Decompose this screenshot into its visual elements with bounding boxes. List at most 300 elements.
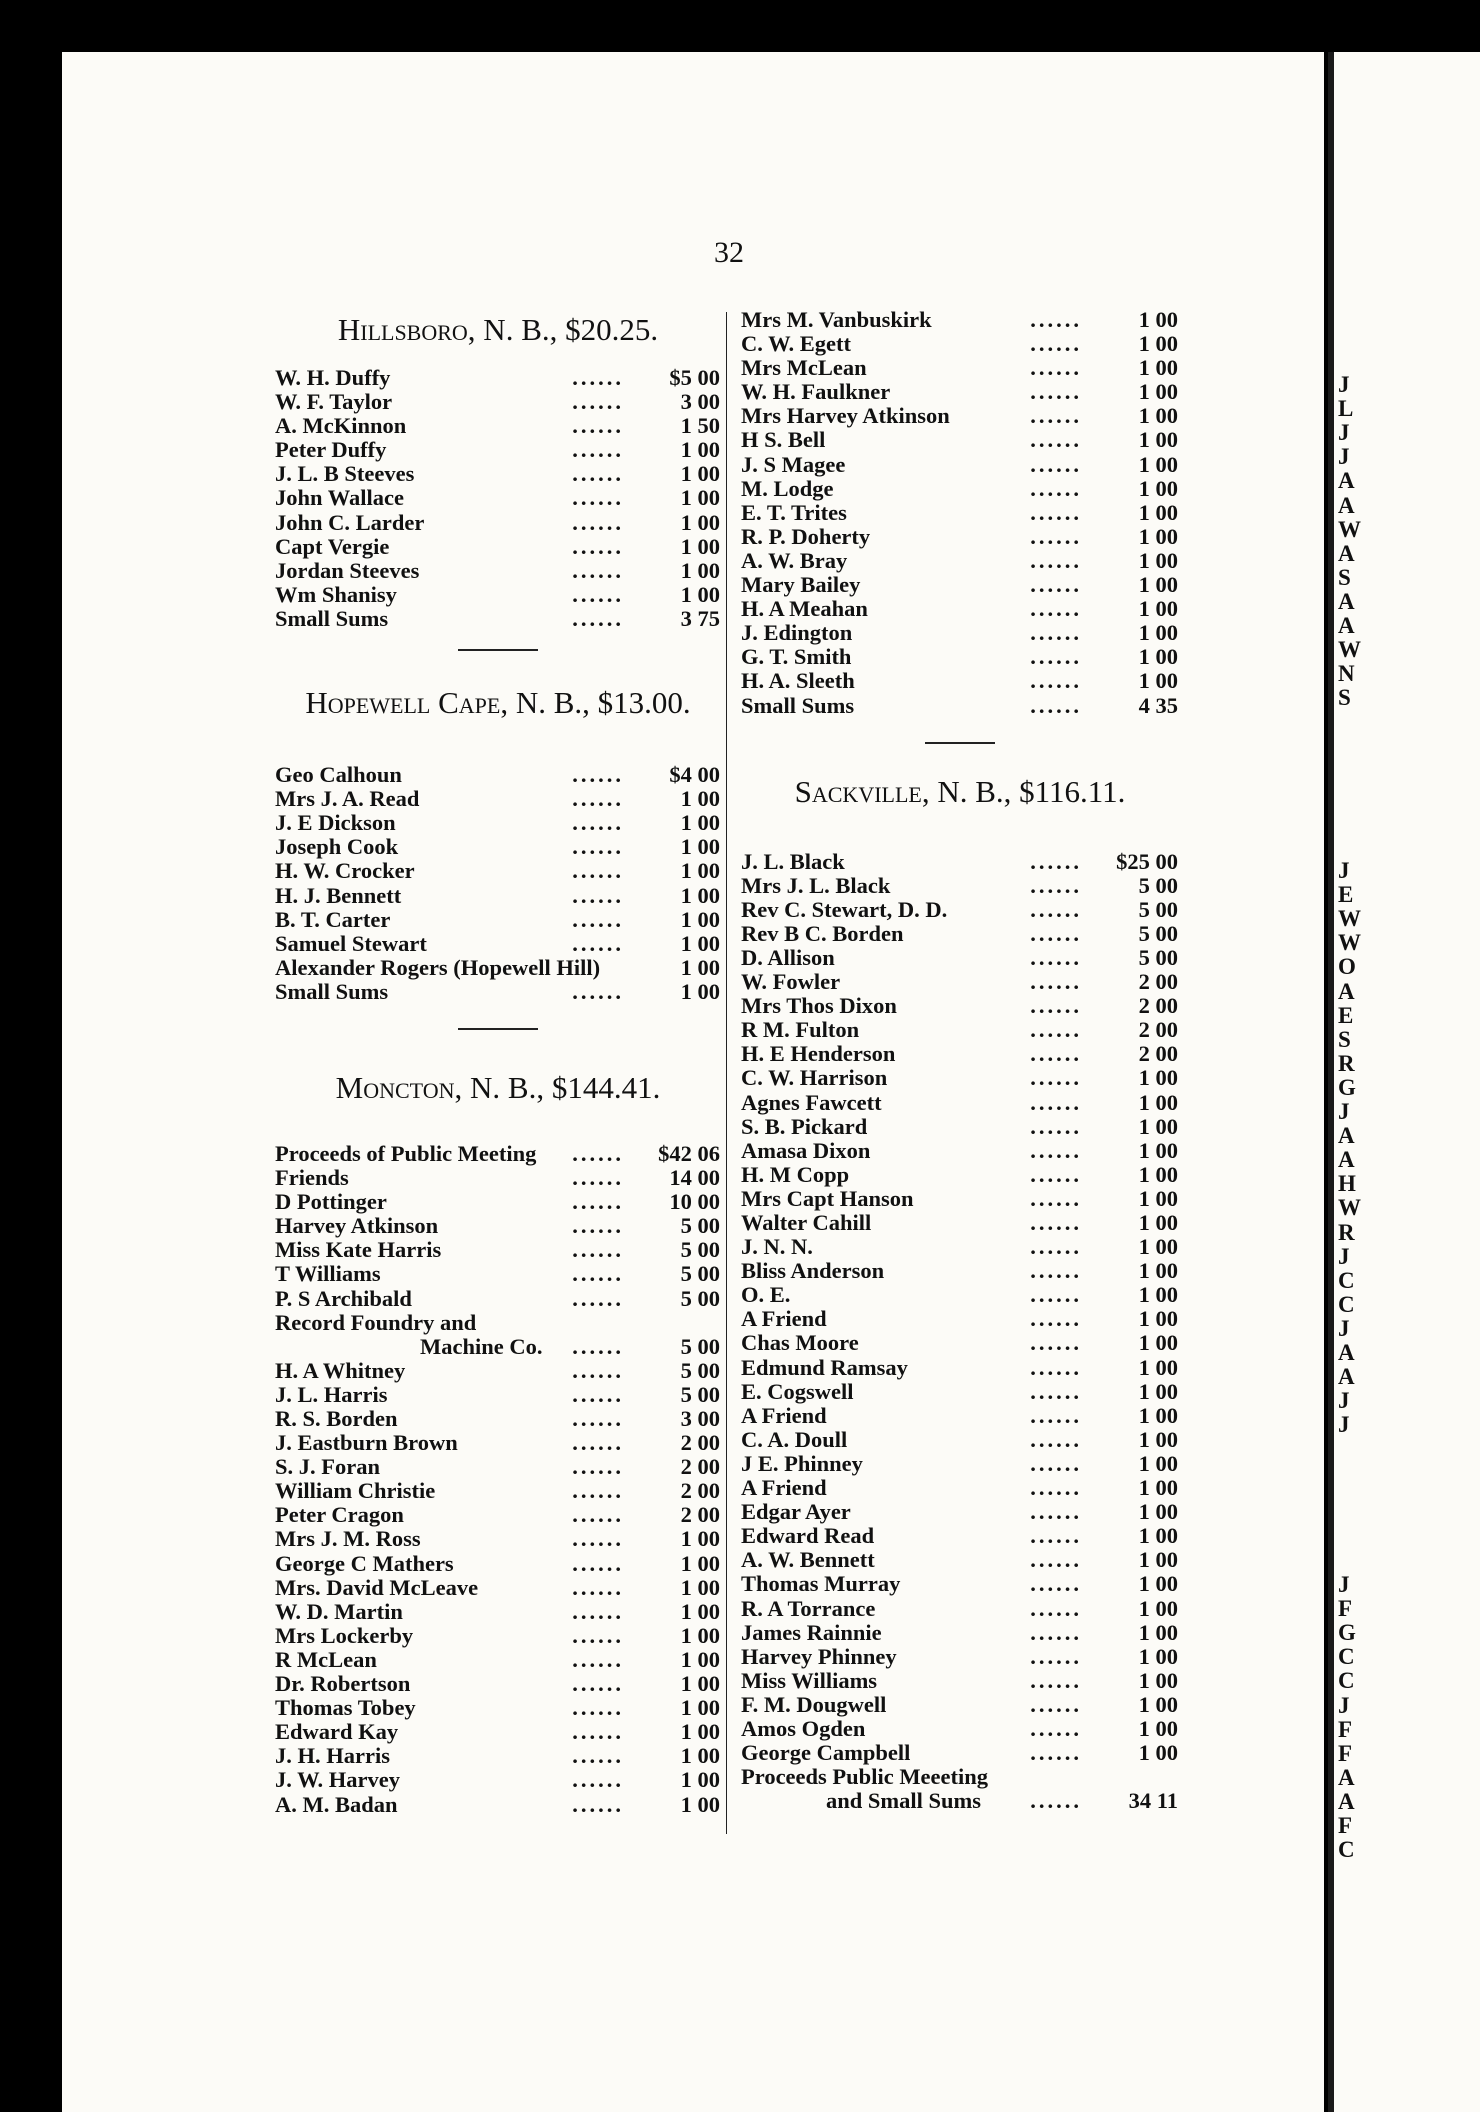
- continued-list: [736, 308, 1184, 718]
- entry-name: A. W. Bray: [741, 547, 848, 573]
- entry-name: Mrs M. Vanbuskirk: [741, 307, 932, 332]
- edge-letter: A: [1338, 1147, 1355, 1173]
- leader-dots: ......: [1030, 1740, 1082, 1766]
- list-item: [736, 1645, 1184, 1669]
- entry-amount: 4 35: [1138, 692, 1178, 718]
- leader-dots: ......: [572, 485, 624, 511]
- entry-amount: 2 00: [1138, 969, 1178, 995]
- entry-amount: 1 00: [1138, 1426, 1178, 1452]
- leader-dots: ......: [1030, 1306, 1082, 1332]
- entry-amount: 1 00: [1138, 523, 1178, 549]
- list-item: [270, 1383, 726, 1407]
- entry-name: George Campbell: [741, 1740, 911, 1766]
- entry-amount: 1 00: [680, 1671, 720, 1697]
- entry-amount: 5 00: [680, 1237, 720, 1263]
- entry-name: A Friend: [741, 1402, 827, 1428]
- entry-name: H. A Whitney: [275, 1357, 406, 1383]
- entry-name: J. H. Harris: [275, 1743, 390, 1769]
- entry-name: Edmund Ramsay: [741, 1354, 908, 1380]
- list-item: [736, 380, 1184, 404]
- leader-dots: ......: [572, 1622, 624, 1648]
- entry-name: Miss Williams: [741, 1667, 878, 1693]
- list-item: [736, 1693, 1184, 1717]
- leader-dots: ......: [1030, 1017, 1082, 1043]
- entry-amount: 1 00: [1138, 403, 1178, 429]
- list-item: [736, 1283, 1184, 1307]
- leader-dots: ......: [1030, 1354, 1082, 1380]
- leader-dots: ......: [572, 930, 624, 956]
- leader-dots: ......: [1030, 1426, 1082, 1452]
- leader-dots: ......: [572, 1165, 624, 1191]
- entry-amount: 5 00: [680, 1333, 720, 1359]
- entry-name: E. Cogswell: [741, 1378, 854, 1404]
- edge-letter: W: [1338, 516, 1361, 542]
- hillsboro-list: [270, 366, 726, 631]
- entry-amount: 1 00: [1138, 427, 1178, 453]
- list-item: [736, 994, 1184, 1018]
- entry-name: J. L. B Steeves: [275, 461, 415, 487]
- entry-name: Proceeds of Public Meeting: [275, 1140, 537, 1166]
- list-item: [736, 850, 1184, 874]
- entry-amount: 5 00: [680, 1213, 720, 1239]
- list-item: [736, 1717, 1184, 1741]
- entry-amount: 1 00: [680, 1550, 720, 1576]
- entry-amount: 5 00: [1138, 920, 1178, 946]
- leader-dots: ......: [572, 1646, 624, 1672]
- entry-amount: 2 00: [1138, 993, 1178, 1019]
- entry-name: R. S. Borden: [275, 1406, 398, 1431]
- list-item: [270, 1262, 726, 1286]
- entry-name: Thomas Tobey: [275, 1695, 416, 1721]
- leader-dots: ......: [1030, 848, 1082, 874]
- entry-amount: 1 00: [1138, 547, 1178, 573]
- entry-name: and Small Sums: [826, 1788, 982, 1814]
- edge-letter: W: [1338, 1195, 1361, 1221]
- leader-dots: ......: [572, 1140, 624, 1166]
- entry-amount: 1 00: [1138, 572, 1178, 598]
- leader-dots: ......: [1030, 1402, 1082, 1428]
- entry-amount: 3 75: [680, 605, 720, 631]
- entry-amount: 34 11: [1128, 1788, 1178, 1814]
- entry-amount: 1 00: [680, 906, 720, 932]
- entry-amount: 1 00: [1138, 644, 1178, 670]
- entry-name: H S. Bell: [741, 427, 826, 453]
- right-column: [736, 308, 1184, 1813]
- entry-amount: 1 00: [680, 1526, 720, 1552]
- leader-dots: ......: [1030, 969, 1082, 995]
- list-item: [736, 898, 1184, 922]
- entry-name: Miss Kate Harris: [275, 1237, 442, 1263]
- list-item: [736, 1765, 1184, 1789]
- entry-amount: 1 00: [1138, 331, 1178, 357]
- entry-name: H. E Henderson: [741, 1041, 896, 1067]
- leader-dots: ......: [1030, 1499, 1082, 1525]
- entry-amount: 1 00: [680, 1574, 720, 1600]
- list-item: [270, 366, 726, 390]
- entry-amount: 1 00: [680, 930, 720, 956]
- edge-letter: S: [1338, 685, 1351, 711]
- list-item: [270, 835, 726, 859]
- entry-amount: 2 00: [1138, 1041, 1178, 1067]
- leader-dots: ......: [1030, 427, 1082, 453]
- entry-name: W. Fowler: [741, 969, 841, 995]
- leader-dots: ......: [572, 1550, 624, 1576]
- edge-letter: W: [1338, 637, 1361, 663]
- leader-dots: ......: [572, 786, 624, 812]
- leader-dots: ......: [1030, 1547, 1082, 1573]
- hopewell-cape-list: [270, 763, 726, 1004]
- entry-amount: 2 00: [680, 1478, 720, 1504]
- leader-dots: ......: [1030, 692, 1082, 718]
- leader-dots: ......: [572, 1454, 624, 1480]
- entry-name: John Wallace: [275, 485, 404, 511]
- entry-name: Small Sums: [275, 605, 389, 631]
- entry-amount: 1 00: [680, 533, 720, 559]
- entry-name: Record Foundry and: [275, 1309, 477, 1335]
- edge-letter: E: [1338, 1002, 1354, 1028]
- list-item: [736, 404, 1184, 428]
- entry-name: Rev B C. Borden: [741, 920, 904, 946]
- entry-amount: 14 00: [669, 1165, 720, 1191]
- entry-name: R McLean: [275, 1646, 377, 1672]
- list-item: [736, 1404, 1184, 1428]
- edge-letter: A: [1338, 1340, 1355, 1365]
- leader-dots: ......: [572, 834, 624, 860]
- edge-letter: C: [1338, 1291, 1355, 1317]
- list-item: [736, 1476, 1184, 1500]
- list-item: [270, 1166, 726, 1190]
- edge-letter: C: [1338, 1837, 1355, 1863]
- entry-name: Mrs Harvey Atkinson: [741, 403, 950, 429]
- edge-letter: F: [1338, 1813, 1353, 1838]
- entry-name: A. M. Badan: [275, 1791, 398, 1817]
- leader-dots: ......: [572, 858, 624, 884]
- list-item: [270, 859, 726, 883]
- list-item: [736, 356, 1184, 380]
- leader-dots: ......: [572, 1502, 624, 1528]
- entry-amount: 2 00: [680, 1430, 720, 1456]
- leader-dots: ......: [1030, 1691, 1082, 1717]
- edge-letter: F: [1338, 1596, 1353, 1622]
- entry-name: Mrs Thos Dixon: [741, 993, 897, 1019]
- leader-dots: ......: [1030, 1330, 1082, 1356]
- entry-name: Chas Moore: [741, 1330, 859, 1356]
- leader-dots: ......: [1030, 355, 1082, 381]
- edge-letter: J: [1338, 858, 1350, 883]
- entry-name: W. F. Taylor: [275, 389, 393, 415]
- list-item: [270, 1527, 726, 1551]
- entry-amount: 1 00: [680, 786, 720, 812]
- list-item: [736, 1500, 1184, 1524]
- entry-name: O. E.: [741, 1282, 791, 1308]
- entry-amount: 1 00: [680, 834, 720, 860]
- entry-name: Geo Calhoun: [275, 762, 402, 788]
- list-item: [736, 453, 1184, 477]
- list-item: [270, 884, 726, 908]
- entry-amount: 10 00: [669, 1189, 720, 1215]
- entry-amount: 1 00: [680, 1767, 720, 1793]
- list-item: [736, 970, 1184, 994]
- leader-dots: ......: [572, 1743, 624, 1769]
- leader-dots: ......: [1030, 920, 1082, 946]
- list-item: [736, 1115, 1184, 1139]
- sackville-list: [736, 850, 1184, 1814]
- entry-name: P. S Archibald: [275, 1285, 412, 1311]
- entry-name: C. W. Egett: [741, 331, 852, 357]
- entry-name: W. H. Duffy: [275, 365, 391, 390]
- section-divider: [925, 742, 995, 744]
- entry-amount: 1 00: [1138, 1161, 1178, 1187]
- edge-letter: S: [1338, 564, 1351, 590]
- entry-name: Small Sums: [741, 692, 855, 718]
- list-item: [736, 1356, 1184, 1380]
- leader-dots: ......: [572, 437, 624, 463]
- leader-dots: ......: [1030, 872, 1082, 898]
- entry-name: Friends: [275, 1165, 349, 1191]
- entry-name: M. Lodge: [741, 475, 834, 501]
- list-item: [736, 1163, 1184, 1187]
- leader-dots: ......: [1030, 1258, 1082, 1284]
- list-item: [270, 908, 726, 932]
- leader-dots: ......: [572, 1333, 624, 1359]
- moncton-list: [270, 1142, 726, 1817]
- entry-name: Mrs J. M. Ross: [275, 1526, 421, 1552]
- list-item: [270, 438, 726, 462]
- leader-dots: ......: [1030, 1378, 1082, 1404]
- entry-name: J E. Phinney: [741, 1450, 863, 1476]
- list-item: [270, 1142, 726, 1166]
- entry-amount: 1 00: [680, 810, 720, 836]
- entry-amount: 1 00: [1138, 1402, 1178, 1428]
- leader-dots: ......: [1030, 1788, 1082, 1814]
- edge-letter: J: [1338, 444, 1350, 470]
- entry-name: T Williams: [275, 1261, 381, 1287]
- list-item: [270, 1311, 726, 1335]
- leader-dots: ......: [1030, 1571, 1082, 1597]
- entry-amount: 1 00: [1138, 307, 1178, 332]
- leader-dots: ......: [572, 906, 624, 932]
- edge-letter: F: [1338, 1740, 1353, 1766]
- edge-letter: J: [1338, 1388, 1350, 1414]
- entry-name: Mrs. David McLeave: [275, 1574, 479, 1600]
- entry-amount: 1 00: [1138, 1523, 1178, 1549]
- list-item: [270, 1455, 726, 1479]
- entry-name: Alexander Rogers (Hopewell Hill): [275, 954, 601, 980]
- entry-name: Harvey Phinney: [741, 1643, 897, 1669]
- entry-amount: 5 00: [680, 1261, 720, 1287]
- entry-name: Small Sums: [275, 978, 389, 1004]
- entry-name: D Pottinger: [275, 1189, 387, 1215]
- entry-amount: $4 00: [669, 762, 720, 788]
- edge-letter: R: [1338, 1050, 1355, 1076]
- leader-dots: ......: [1030, 1282, 1082, 1308]
- leader-dots: ......: [572, 509, 624, 535]
- list-item: [736, 1018, 1184, 1042]
- page-number: 32: [714, 236, 744, 269]
- list-item: [736, 1235, 1184, 1259]
- entry-amount: 1 00: [1138, 1571, 1178, 1597]
- entry-amount: 1 00: [680, 581, 720, 607]
- entry-name: W. H. Faulkner: [741, 379, 891, 405]
- list-item: [270, 1407, 726, 1431]
- entry-name: Amos Ogden: [741, 1715, 866, 1741]
- edge-letter: A: [1338, 492, 1355, 518]
- entry-amount: 1 00: [1138, 1330, 1178, 1356]
- entry-name: S. B. Pickard: [741, 1113, 868, 1139]
- entry-name: Capt Vergie: [275, 533, 390, 559]
- leader-dots: ......: [572, 605, 624, 631]
- entry-name: James Rainnie: [741, 1619, 882, 1645]
- section-heading-moncton: Moncton, N. B., $144.41.: [335, 1069, 661, 1105]
- leader-dots: ......: [572, 533, 624, 559]
- list-item: [270, 1359, 726, 1383]
- entry-amount: $5 00: [669, 365, 720, 390]
- entry-amount: 1 00: [1138, 1691, 1178, 1717]
- edge-letter: J: [1338, 372, 1350, 397]
- entry-amount: 1 00: [1138, 1740, 1178, 1766]
- entry-amount: 1 00: [680, 978, 720, 1004]
- entry-name: J. S Magee: [741, 451, 846, 477]
- edge-letter: A: [1338, 468, 1355, 494]
- entry-amount: 1 00: [1138, 1185, 1178, 1211]
- edge-letter: C: [1338, 1644, 1355, 1670]
- list-item: [736, 1621, 1184, 1645]
- list-item: [270, 1503, 726, 1527]
- leader-dots: ......: [572, 1791, 624, 1817]
- list-item: [270, 1624, 726, 1648]
- list-item: [270, 956, 726, 980]
- list-item: [736, 1452, 1184, 1476]
- entry-name: William Christie: [275, 1478, 436, 1504]
- list-item: [270, 607, 726, 631]
- list-item: [270, 462, 726, 486]
- list-item: [736, 1572, 1184, 1596]
- entry-name: Mrs J. L. Black: [741, 872, 891, 898]
- entry-name: Edward Read: [741, 1523, 875, 1549]
- edge-letter: A: [1338, 588, 1355, 614]
- leader-dots: ......: [1030, 1450, 1082, 1476]
- leader-dots: ......: [572, 1381, 624, 1407]
- entry-name: H. W. Crocker: [275, 858, 415, 884]
- leader-dots: ......: [1030, 596, 1082, 622]
- leader-dots: ......: [1030, 1475, 1082, 1501]
- leader-dots: ......: [572, 978, 624, 1004]
- edge-letter: A: [1338, 1364, 1355, 1390]
- leader-dots: ......: [1030, 668, 1082, 694]
- leader-dots: ......: [1030, 1523, 1082, 1549]
- entry-amount: 1 00: [680, 1791, 720, 1817]
- entry-name: Mrs J. A. Read: [275, 786, 420, 812]
- list-item: [270, 1768, 726, 1792]
- entry-name: Rev C. Stewart, D. D.: [741, 896, 948, 922]
- entry-amount: 1 00: [1138, 1547, 1178, 1573]
- entry-name: G. T. Smith: [741, 644, 852, 670]
- entry-amount: 1 00: [1138, 668, 1178, 694]
- list-item: [736, 922, 1184, 946]
- leader-dots: ......: [1030, 307, 1082, 332]
- section-heading-hopewell-cape: Hopewell Cape, N. B., $13.00.: [305, 685, 691, 721]
- edge-letter: E: [1338, 882, 1354, 908]
- entry-name: J. E Dickson: [275, 810, 396, 836]
- entry-name: C. A. Doull: [741, 1426, 848, 1452]
- list-item: [736, 549, 1184, 573]
- entry-amount: 1 00: [680, 1622, 720, 1648]
- leader-dots: ......: [572, 1671, 624, 1697]
- entry-name: Agnes Fawcett: [741, 1089, 882, 1115]
- list-item: [270, 1214, 726, 1238]
- entry-name: W. D. Martin: [275, 1598, 403, 1624]
- entry-amount: 1 00: [1138, 379, 1178, 405]
- entry-amount: 1 00: [1138, 1715, 1178, 1741]
- list-item: [270, 787, 726, 811]
- edge-letter: J: [1338, 1099, 1350, 1124]
- list-item: [270, 390, 726, 414]
- leader-dots: ......: [572, 1430, 624, 1456]
- edge-letter: F: [1338, 1716, 1353, 1742]
- entry-name: Amasa Dixon: [741, 1137, 871, 1163]
- entry-amount: 1 00: [680, 557, 720, 583]
- list-item: [270, 1287, 726, 1311]
- entry-amount: 1 00: [680, 1598, 720, 1624]
- leader-dots: ......: [572, 413, 624, 439]
- list-item: [736, 428, 1184, 452]
- edge-letter: A: [1338, 540, 1355, 566]
- entry-name: Mrs Lockerby: [275, 1622, 414, 1648]
- entry-amount: 5 00: [680, 1357, 720, 1383]
- leader-dots: ......: [1030, 1089, 1082, 1115]
- list-item: [270, 1600, 726, 1624]
- list-item: [736, 332, 1184, 356]
- entry-name: Joseph Cook: [275, 834, 399, 860]
- list-item: [270, 1190, 726, 1214]
- entry-amount: 5 00: [680, 1285, 720, 1311]
- list-item: [736, 874, 1184, 898]
- list-item: [270, 1431, 726, 1455]
- entry-name: Machine Co.: [420, 1333, 543, 1359]
- entry-amount: 3 00: [680, 389, 720, 415]
- leader-dots: ......: [572, 1598, 624, 1624]
- entry-name: George C Mathers: [275, 1550, 454, 1576]
- leader-dots: ......: [1030, 1234, 1082, 1260]
- entry-amount: 1 00: [1138, 1619, 1178, 1645]
- leader-dots: ......: [1030, 1619, 1082, 1645]
- leader-dots: ......: [572, 389, 624, 415]
- leader-dots: ......: [1030, 523, 1082, 549]
- entry-name: J. Edington: [741, 620, 853, 646]
- entry-amount: 1 00: [680, 1695, 720, 1721]
- leader-dots: ......: [572, 762, 624, 788]
- entry-amount: 1 00: [1138, 1667, 1178, 1693]
- entry-name: Wm Shanisy: [275, 581, 397, 607]
- edge-letter: R: [1338, 1219, 1355, 1245]
- entry-name: D. Allison: [741, 944, 835, 970]
- edge-letter: A: [1338, 1123, 1355, 1149]
- entry-name: Mary Bailey: [741, 572, 861, 598]
- edge-letter: S: [1338, 1026, 1351, 1052]
- leader-dots: ......: [572, 882, 624, 908]
- entry-name: J. N. N.: [741, 1234, 813, 1260]
- entry-amount: 1 00: [1138, 355, 1178, 381]
- leader-dots: ......: [572, 365, 624, 390]
- list-item: [270, 1744, 726, 1768]
- entry-name: H. A. Sleeth: [741, 668, 855, 694]
- entry-name: A Friend: [741, 1306, 827, 1332]
- edge-letter: W: [1338, 930, 1361, 956]
- list-item: [736, 308, 1184, 332]
- leader-dots: ......: [572, 1285, 624, 1311]
- entry-name: Samuel Stewart: [275, 930, 427, 956]
- entry-amount: 5 00: [1138, 872, 1178, 898]
